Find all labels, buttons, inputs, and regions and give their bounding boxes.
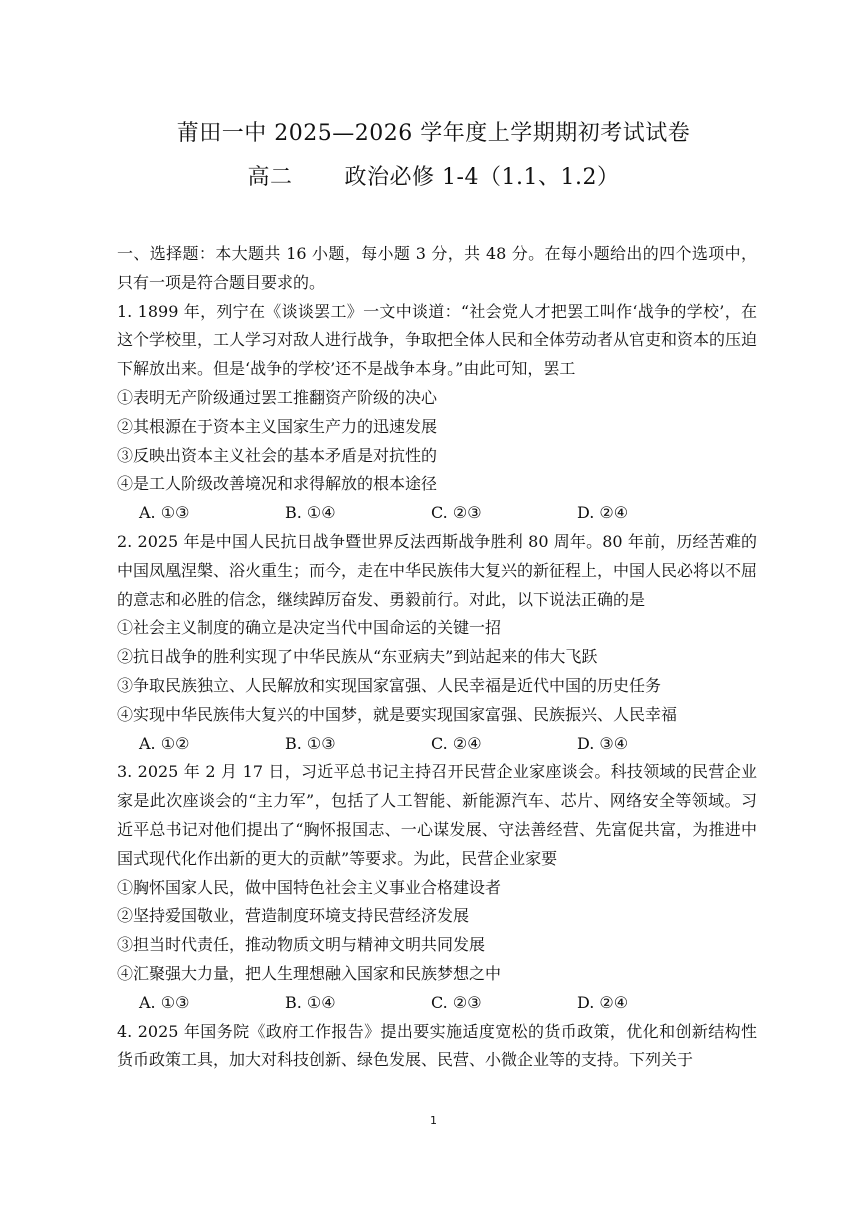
- option-a: A. ①③: [139, 503, 190, 523]
- option-d: D. ②④: [577, 992, 629, 1012]
- option-b: B. ①③: [285, 733, 336, 753]
- question-1: [117, 298, 757, 528]
- answer-options: [117, 989, 757, 1018]
- answer-options: [117, 499, 757, 528]
- statement: ①社会主义制度的确立是决定当代中国命运的关键一招: [117, 618, 502, 638]
- option-d: D. ②④: [577, 503, 629, 523]
- statement: ③担当时代责任，推动物质文明与精神文明共同发展: [117, 935, 486, 955]
- statement: ③反映出资本主义社会的基本矛盾是对抗性的: [117, 445, 438, 465]
- question-2: [117, 528, 757, 758]
- statement: ②抗日战争的胜利实现了中华民族从“东亚病夫”到站起来的伟大飞跃: [117, 647, 598, 667]
- option-b: B. ①④: [285, 503, 336, 523]
- option-c: C. ②④: [431, 733, 482, 753]
- option-c: C. ②③: [431, 992, 482, 1012]
- statement: ②其根源在于资本主义国家生产力的迅速发展: [117, 416, 438, 436]
- statement: ④汇聚强大力量，把人生理想融入国家和民族梦想之中: [117, 963, 502, 983]
- question-4: [117, 1018, 757, 1076]
- page-number: 1: [430, 1114, 437, 1127]
- question-stem: 4. 2025 年国务院《政府工作报告》提出要实施适度宽松的货币政策，优化和创新结构性货币政策工具，加大对科技创新、绿色发展、民营、小微企业等的支持。下列关于: [117, 1021, 757, 1070]
- statement: ①表明无产阶级通过罢工推翻资产阶级的决心: [117, 387, 438, 407]
- question-3: [117, 758, 757, 1017]
- question-stem: 1. 1899 年，列宁在《谈谈罢工》一文中谈道：“社会党人才把罢工叫作‘战争的学校’，在这个学校里，工人学习对敌人进行战争，争取把全体人民和全体劳动者从官吏和资本的压迫下解放出来。但是‘战争的学校’还不是战争本身。”由此可知，罢工: [117, 301, 758, 379]
- answer-options: [117, 730, 757, 759]
- statement: ④是工人阶级改善境况和求得解放的根本途径: [117, 474, 438, 494]
- exam-title: 莆田一中 2025—2026 学年度上学期期初考试试卷: [176, 121, 691, 146]
- exam-subtitle: [0, 160, 867, 191]
- option-b: B. ①④: [285, 992, 336, 1012]
- statement: ③争取民族独立、人民解放和实现国家富强、人民幸福是近代中国的历史任务: [117, 675, 662, 695]
- option-c: C. ②③: [431, 503, 482, 523]
- statement: ④实现中华民族伟大复兴的中国梦，就是要实现国家富强、民族振兴、人民幸福: [117, 704, 678, 724]
- statement: ②坚持爱国敬业，营造制度环境支持民营经济发展: [117, 906, 470, 926]
- option-a: A. ①②: [139, 733, 190, 753]
- option-a: A. ①③: [139, 992, 190, 1012]
- exam-content: [117, 240, 757, 1075]
- subject-label: 政治必修 1-4（1.1、1.2）: [344, 165, 620, 190]
- grade-label: 高二: [247, 165, 293, 190]
- question-stem: 3. 2025 年 2 月 17 日，习近平总书记主持召开民营企业家座谈会。科技领域的民营企业家是此次座谈会的“主力军”，包括了人工智能、新能源汽车、芯片、网络安全等领域。习近平总书记对他们提出了“胸怀报国志、一心谋发展、守法善经营、先富促共富，为推进中国式现代化作出新的更大的贡献”等要求。为此，民营企业家要: [117, 762, 757, 868]
- option-d: D. ③④: [577, 733, 629, 753]
- statement: ①胸怀国家人民，做中国特色社会主义事业合格建设者: [117, 877, 502, 897]
- section-heading: 一、选择题：本大题共 16 小题，每小题 3 分，共 48 分。在每小题给出的四个选项中，只有一项是符合题目要求的。: [117, 244, 757, 292]
- question-stem: 2. 2025 年是中国人民抗日战争暨世界反法西斯战争胜利 80 周年。80 年前，历经苦难的中国凤凰涅槃、浴火重生；而今，走在中华民族伟大复兴的新征程上，中国人民必将以不屈的意志和必胜的信念，继续踔厉奋发、勇毅前行。对此，以下说法正确的是: [117, 531, 758, 609]
